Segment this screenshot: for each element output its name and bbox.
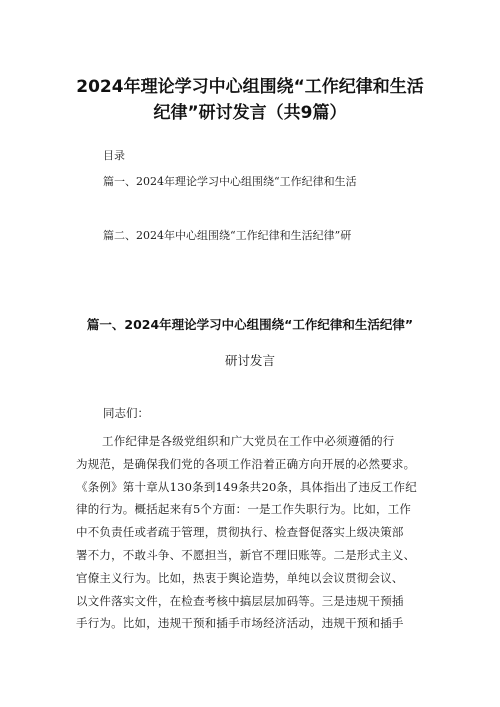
toc-item[interactable]: 篇二、2024年中心组围绕“工作纪律和生活纪律”研 <box>103 229 352 242</box>
body-line: 工作纪律是各级党组织和广大党员在工作中必须遵循的行 <box>102 434 395 448</box>
section-subtitle: 研讨发言 <box>224 353 275 368</box>
body-line: 中不负责任或者疏于管理，贯彻执行、检查督促落实上级决策部 <box>76 525 404 540</box>
body-text <box>76 430 436 635</box>
body-line: 律的行为。概括起来有5个方面：一是工作失职行为。比如，工作 <box>76 502 412 517</box>
body-line: 为规范，是确保我们党的各项工作沿着正确方向开展的必然要求。 <box>76 456 416 471</box>
document-title <box>60 74 440 126</box>
body-line: 《条例》第十章从130条到149条共20条，具体指出了违反工作纪 <box>76 479 417 494</box>
toc-item[interactable]: 篇一、2024年理论学习中心组围绕“工作纪律和生活 <box>103 175 357 188</box>
body-line: 以文件落实文件，在检查考核中搞层层加码等。三是违规干预插 <box>76 593 404 608</box>
section-title: 篇一、2024年理论学习中心组围绕“工作纪律和生活纪律” <box>86 317 414 332</box>
document-title-line-2: 纪律”研讨发言（共9篇） <box>153 103 347 123</box>
body-line: 手行为。比如，违规干预和插手市场经济活动，违规干预和插手 <box>76 616 404 631</box>
document-title-line-1: 2024年理论学习中心组围绕“工作纪律和生活 <box>76 77 424 97</box>
greeting: 同志们： <box>103 406 149 420</box>
toc-heading: 目录 <box>103 149 125 162</box>
body-line: 署不力，不敢斗争、不愿担当，新官不理旧账等。二是形式主义、 <box>76 547 416 562</box>
body-line: 官僚主义行为。比如，热衷于舆论造势，单纯以会议贯彻会议、 <box>76 570 404 585</box>
